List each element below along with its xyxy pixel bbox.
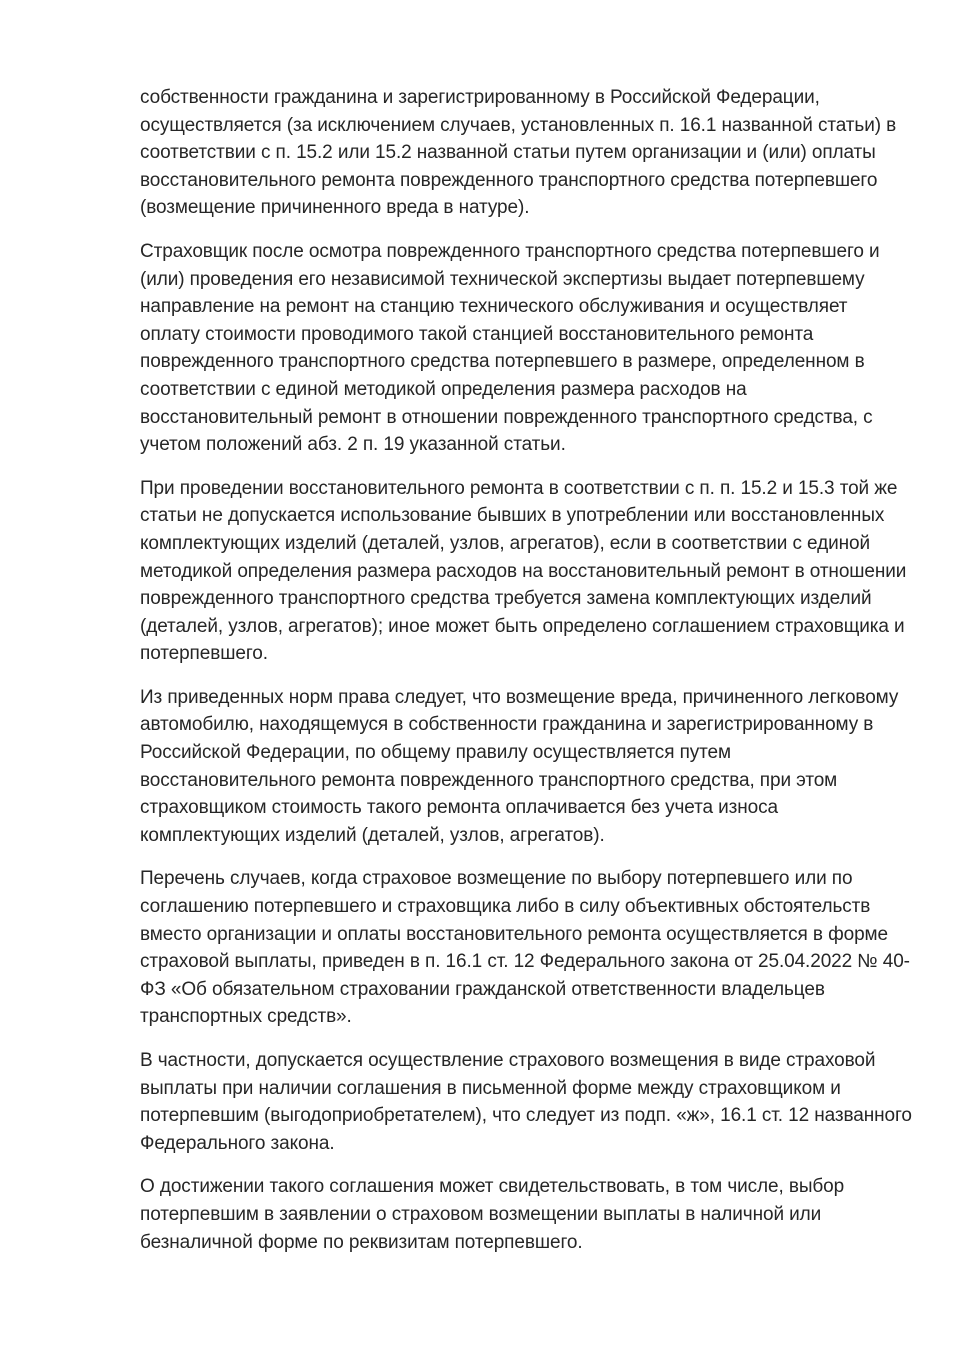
document-body — [140, 84, 912, 1256]
paragraph: О достижении такого соглашения может свидетельствовать, в том числе, выбор потерпевшим в заявлении о страховом возмещении выплаты в наличной или безналичной форме по реквизитам потерпевшего. — [140, 1176, 845, 1253]
paragraph: Страховщик после осмотра поврежденного транспортного средства потерпевшего и (или) проведения его независимой технической экспертизы выдает потерпевшему направление на ремонт на станцию технического обслуживания и осуществляет оплату стоимости проводимого такой станцией восстановительного ремонта поврежденного транспортного средства потерпевшего в размере, определенном в соответствии с единой методикой определения размера расходов на восстановительный ремонт в отношении поврежденного транспортного средства, с учетом положений абз. 2 п. 19 указанной статьи. — [140, 240, 880, 456]
paragraph: собственности гражданина и зарегистрированному в Российской Федерации, осуществляется (за исключением случаев, установленных п. 16.1 названной статьи) в соответствии с п. 15.2 или 15.2 названной статьи путем организации и (или) оплаты восстановительного ремонта поврежденного транспортного средства потерпевшего (возмещение причиненного вреда в натуре). — [140, 87, 897, 219]
paragraph: Перечень случаев, когда страховое возмещение по выбору потерпевшего или по соглашению потерпевшего и страховщика либо в силу объективных обстоятельств вместо организации и оплаты восстановительного ремонта осуществляется в форме страховой выплаты, приведен в п. 16.1 ст. 12 Федерального закона от 25.04.2022 № 40-ФЗ «Об обязательном страховании гражданской ответственности владельцев транспортных средств». — [140, 868, 910, 1028]
paragraph: Из приведенных норм права следует, что возмещение вреда, причиненного легковому автомобилю, находящемуся в собственности гражданина и зарегистрированному в Российской Федерации, по общему правилу осуществляется путем восстановительного ремонта поврежденного транспортного средства, при этом страховщиком стоимость такого ремонта оплачивается без учета износа комплектующих изделий (деталей, узлов, агрегатов). — [140, 686, 899, 846]
paragraph: В частности, допускается осуществление страхового возмещения в виде страховой выплаты при наличии соглашения в письменной форме между страховщиком и потерпевшим (выгодоприобретателем), что следует из подп. «ж», 16.1 ст. 12 названного Федерального закона. — [140, 1050, 912, 1154]
paragraph: При проведении восстановительного ремонта в соответствии с п. п. 15.2 и 15.3 той же статьи не допускается использование бывших в употреблении или восстановленных комплектующих изделий (деталей, узлов, агрегатов), если в соответствии с единой методикой определения размера расходов на восстановительный ремонт в отношении поврежденного транспортного средства требуется замена комплектующих изделий (деталей, узлов, агрегатов); иное может быть определено соглашением страховщика и потерпевшего. — [140, 477, 907, 665]
